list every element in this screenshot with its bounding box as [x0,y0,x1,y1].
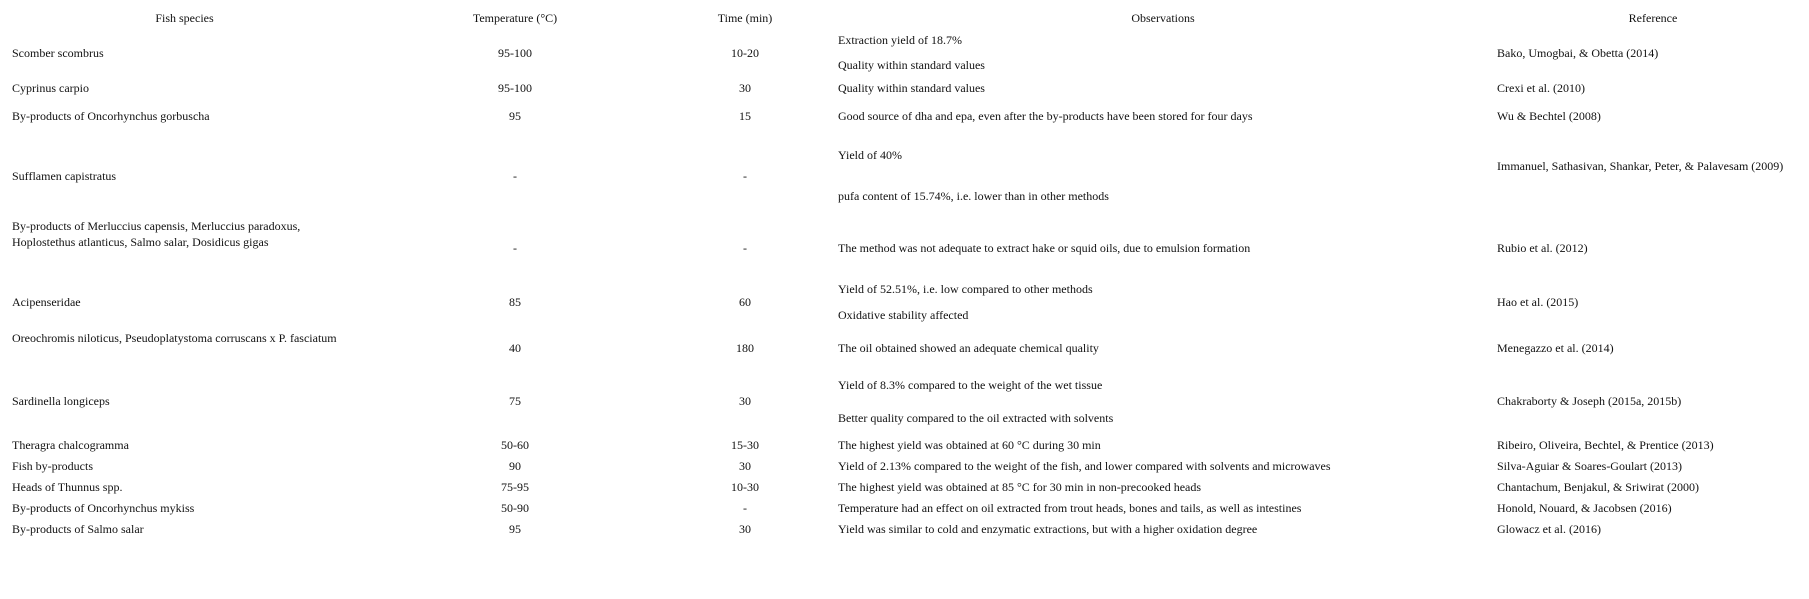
temperature-cell: 40 [509,341,521,355]
observation-line: Yield of 52.51%, i.e. low compared to other methods [838,282,1093,296]
time-cell: 15-30 [731,438,759,452]
time-cell: 30 [739,522,751,536]
time-cell: - [743,241,747,255]
reference-cell: Chakraborty & Joseph (2015a, 2015b) [1497,394,1682,408]
temperature-cell: - [513,241,517,255]
reference-cell: Crexi et al. (2010) [1497,81,1585,95]
time-cell: - [743,501,747,515]
observation-line: Yield of 40% [838,148,902,162]
reference-cell: Bako, Umogbai, & Obetta (2014) [1497,46,1659,60]
fish-species-cell: Fish by-products [12,459,93,473]
time-cell: 180 [736,341,754,355]
time-cell: 30 [739,459,751,473]
observation-line: The method was not adequate to extract hake or squid oils, due to emulsion formation [838,241,1251,255]
fish-species-cell: Sardinella longiceps [12,394,110,408]
temperature-cell: 95 [509,109,521,123]
temperature-cell: 75-95 [501,480,529,494]
time-cell: 60 [739,295,751,309]
observation-line: Better quality compared to the oil extracted with solvents [838,411,1114,425]
time-cell: 30 [739,394,751,408]
observation-line: Quality within standard values [838,58,985,72]
fish-species-cell: Oreochromis niloticus, Pseudoplatystoma corruscans x P. fasciatum [12,331,337,345]
observation-line: Good source of dha and epa, even after the by-products have been stored for four days [838,109,1253,123]
time-cell: 30 [739,81,751,95]
fish-species-cell: Heads of Thunnus spp. [12,480,123,494]
reference-cell: Ribeiro, Oliveira, Bechtel, & Prentice (2013) [1497,438,1714,452]
observation-line: The highest yield was obtained at 60 °C during 30 min [838,438,1101,452]
reference-cell: Hao et al. (2015) [1497,295,1579,309]
reference-cell: Silva-Aguiar & Soares-Goulart (2013) [1497,459,1682,473]
time-cell: 10-30 [731,480,759,494]
fish-species-cell: Sufflamen capistratus [12,169,117,183]
reference-cell: Honold, Nouard, & Jacobsen (2016) [1497,501,1672,515]
header-temperature: Temperature (°C) [472,11,558,25]
observation-line: Quality within standard values [838,81,985,95]
observation-line: Yield of 2.13% compared to the weight of the fish, and lower compared with solvents and microwaves [838,459,1331,473]
fish-species-cell: By-products of Oncorhynchus mykiss [12,501,195,515]
temperature-cell: 50-60 [501,438,529,452]
header-time: Time (min) [717,11,773,25]
temperature-cell: 75 [509,394,521,408]
temperature-cell: 95-100 [498,81,532,95]
header-fish-species: Fish species [155,11,214,25]
temperature-cell: 95-100 [498,46,532,60]
observation-line: Temperature had an effect on oil extracted from trout heads, bones and tails, as well as intestines [838,501,1302,515]
header-observations: Observations [1131,11,1195,25]
reference-cell: Chantachum, Benjakul, & Sriwirat (2000) [1497,480,1699,494]
observation-line: Yield was similar to cold and enzymatic extractions, but with a higher oxidation degree [838,522,1258,536]
fish-species-cell: By-products of Oncorhynchus gorbuscha [12,109,210,123]
reference-cell: Glowacz et al. (2016) [1497,522,1601,536]
observation-line: Yield of 8.3% compared to the weight of the wet tissue [838,378,1103,392]
time-cell: 10-20 [731,46,759,60]
fish-species-cell: Acipenseridae [12,295,81,309]
observation-line: Oxidative stability affected [838,308,969,322]
observation-line: The oil obtained showed an adequate chemical quality [838,341,1099,355]
header-reference: Reference [1628,11,1678,25]
fish-species-cell: Cyprinus carpio [12,81,89,95]
reference-cell: Immanuel, Sathasivan, Shankar, Peter, & Palavesam (2009) [1497,159,1784,173]
observation-line: pufa content of 15.74%, i.e. lower than in other methods [838,189,1109,203]
reference-cell: Rubio et al. (2012) [1497,241,1588,255]
reference-cell: Menegazzo et al. (2014) [1497,341,1614,355]
reference-cell: Wu & Bechtel (2008) [1497,109,1601,123]
temperature-cell: 85 [509,295,521,309]
fish-species-cell: Scomber scombrus [12,46,104,60]
fish-species-cell: By-products of Merluccius capensis, Merluccius paradoxus, Hoplostethus atlanticus, Salmo salar, Dosidicus gigas [12,219,301,249]
fish-species-cell: Theragra chalcogramma [12,438,129,452]
temperature-cell: 90 [509,459,521,473]
time-cell: 15 [739,109,751,123]
time-cell: - [743,169,747,183]
temperature-cell: - [513,169,517,183]
temperature-cell: 50-90 [501,501,529,515]
temperature-cell: 95 [509,522,521,536]
fish-species-cell: By-products of Salmo salar [12,522,144,536]
observation-line: Extraction yield of 18.7% [838,33,962,47]
observation-line: The highest yield was obtained at 85 °C for 30 min in non-precooked heads [838,480,1202,494]
